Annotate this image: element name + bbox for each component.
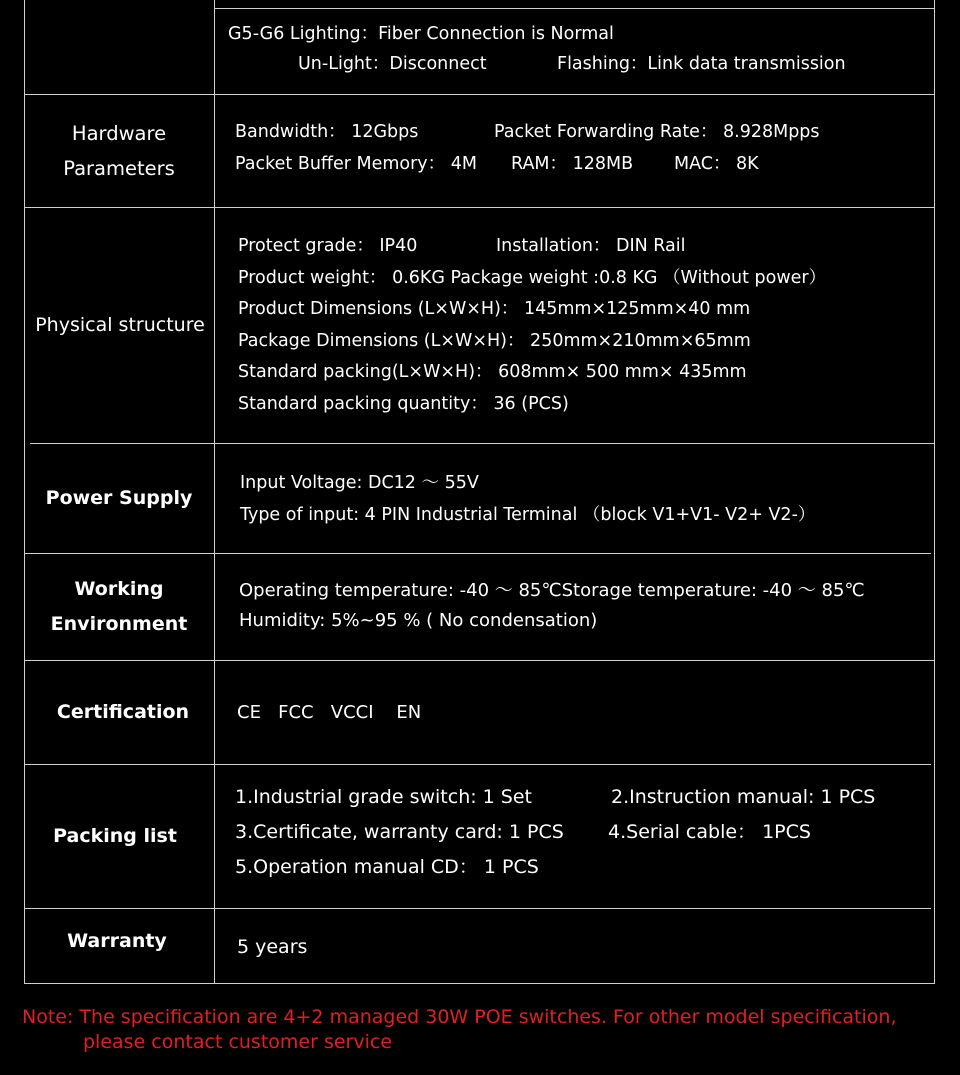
hardware-label-line1: Hardware xyxy=(71,122,167,145)
certification-label-text: Certification xyxy=(56,701,190,723)
installation-text: Installation： DIN Rail xyxy=(496,236,686,256)
bandwidth-text: Bandwidth： 12Gbps xyxy=(235,122,419,142)
packing-label-text: Packing list xyxy=(53,825,177,847)
hardware-label-line2: Parameters xyxy=(63,157,175,180)
packing-item-1: 1.Industrial grade switch: 1 Set xyxy=(235,786,533,808)
warranty-value: 5 years xyxy=(237,936,308,958)
row-divider xyxy=(214,8,935,9)
physical-label xyxy=(26,208,214,443)
temperature-text: Operating temperature: -40 ～ 85℃Storage temperature: -40 ～ 85℃ xyxy=(239,580,865,601)
forwarding-rate-text: Packet Forwarding Rate： 8.928Mpps xyxy=(494,122,820,142)
protect-grade-text: Protect grade： IP40 xyxy=(238,236,418,256)
ram-text: RAM： 128MB xyxy=(511,154,634,174)
note-line-1: Note: The specification are 4+2 managed 30W POE switches. For other model specification, xyxy=(22,1006,897,1028)
environment-label xyxy=(24,554,214,660)
standard-packing-text: Standard packing(L×W×H)： 608mm× 500 mm× 435mm xyxy=(238,362,747,382)
warranty-label xyxy=(22,909,212,973)
packing-label xyxy=(20,765,210,908)
environment-label-line1: Working xyxy=(74,578,164,600)
environment-label-line2: Environment xyxy=(50,613,188,635)
power-label xyxy=(24,444,214,553)
certification-label xyxy=(28,661,218,764)
mac-text: MAC： 8K xyxy=(674,154,759,174)
fiber-unlight-text: Un-Light：Disconnect xyxy=(298,54,487,74)
buffer-memory-text: Packet Buffer Memory： 4M xyxy=(235,154,477,174)
packing-item-4: 4.Serial cable： 1PCS xyxy=(608,821,811,843)
packing-item-5: 5.Operation manual CD： 1 PCS xyxy=(235,856,539,878)
fiber-flashing-text: Flashing：Link data transmission xyxy=(557,54,846,74)
product-dimensions-text: Product Dimensions (L×W×H)： 145mm×125mm×40 mm xyxy=(238,299,751,319)
certification-values: CE FCC VCCI EN xyxy=(237,702,422,723)
input-type-text: Type of input: 4 PIN Industrial Terminal （block V1+V1- V2+ V2-） xyxy=(240,505,816,525)
packing-quantity-text: Standard packing quantity： 36 (PCS) xyxy=(238,394,569,414)
note-line-2: please contact customer service xyxy=(83,1031,393,1053)
humidity-text: Humidity: 5%~95 % ( No condensation) xyxy=(239,610,598,631)
power-label-text: Power Supply xyxy=(45,487,193,509)
fiber-lighting-text: G5-G6 Lighting：Fiber Connection is Normal xyxy=(228,24,614,44)
packing-item-3: 3.Certificate, warranty card: 1 PCS xyxy=(235,821,564,843)
warranty-label-text: Warranty xyxy=(67,929,167,952)
package-dimensions-text: Package Dimensions (L×W×H)： 250mm×210mm×65mm xyxy=(238,331,751,351)
column-divider xyxy=(214,0,215,984)
hardware-label xyxy=(24,95,214,207)
packing-item-2: 2.Instruction manual: 1 PCS xyxy=(611,786,876,808)
note xyxy=(22,1005,896,1055)
physical-label-text: Physical structure xyxy=(35,314,205,336)
weight-text: Product weight： 0.6KG Package weight :0.8 KG （Without power） xyxy=(238,268,827,288)
input-voltage-text: Input Voltage: DC12 ～ 55V xyxy=(240,473,479,493)
